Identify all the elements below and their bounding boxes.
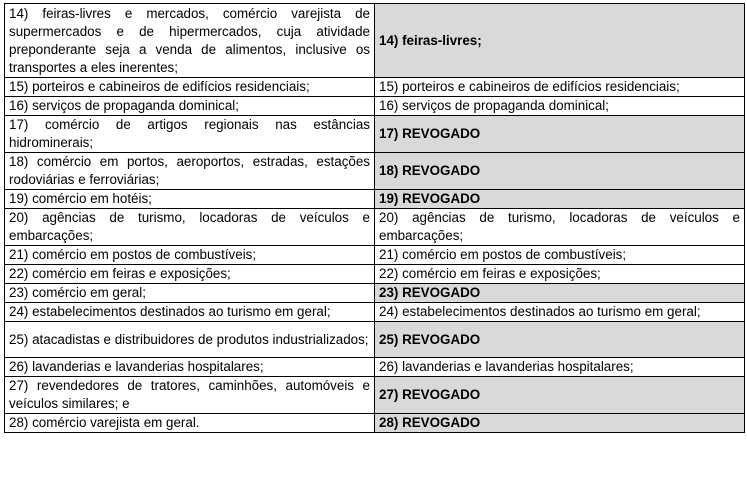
table-row [5,246,745,265]
table-row [5,116,745,153]
amended-text-cell: 22) comércio em feiras e exposições; [375,265,745,284]
amended-text-cell: 15) porteiros e cabineiros de edifícios residenciais; [375,78,745,97]
table-row [5,265,745,284]
original-text-cell: 27) revendedores de tratores, caminhões, automóveis e veículos similares; e [5,377,375,414]
amended-text-cell: 20) agências de turismo, locadoras de veículos e embarcações; [375,209,745,246]
original-text-cell: 21) comércio em postos de combustíveis; [5,246,375,265]
table-row [5,322,745,358]
amended-text-cell: 19) REVOGADO [375,190,745,209]
original-text-cell: 16) serviços de propaganda dominical; [5,97,375,116]
amended-text-cell: 21) comércio em postos de combustíveis; [375,246,745,265]
amended-text-cell: 17) REVOGADO [375,116,745,153]
original-text-cell: 24) estabelecimentos destinados ao turismo em geral; [5,303,375,322]
amended-text-cell: 25) REVOGADO [375,322,745,358]
original-text-cell: 19) comércio em hotéis; [5,190,375,209]
original-text-cell: 15) porteiros e cabineiros de edifícios residenciais; [5,78,375,97]
original-text-cell: 28) comércio varejista em geral. [5,414,375,433]
amended-text-cell: 14) feiras-livres; [375,4,745,78]
table-row [5,190,745,209]
table-row [5,377,745,414]
table-row [5,153,745,190]
original-text-cell: 20) agências de turismo, locadoras de veículos e embarcações; [5,209,375,246]
original-text-cell: 18) comércio em portos, aeroportos, estradas, estações rodoviárias e ferroviárias; [5,153,375,190]
table-row [5,78,745,97]
table-row [5,97,745,116]
amended-text-cell: 26) lavanderias e lavanderias hospitalares; [375,358,745,377]
original-text-cell: 23) comércio em geral; [5,284,375,303]
comparison-table [4,3,745,433]
amended-text-cell: 23) REVOGADO [375,284,745,303]
amended-text-cell: 27) REVOGADO [375,377,745,414]
amended-text-cell: 18) REVOGADO [375,153,745,190]
table-row [5,284,745,303]
table-row [5,303,745,322]
table-row [5,209,745,246]
original-text-cell: 25) atacadistas e distribuidores de produtos industrializados; [5,322,375,358]
amended-text-cell: 24) estabelecimentos destinados ao turismo em geral; [375,303,745,322]
table-row [5,4,745,78]
original-text-cell: 14) feiras-livres e mercados, comércio varejista de supermercados e de hipermercados, cuja atividade preponderante seja a venda de alimentos, inclusive os transportes a eles inerentes; [5,4,375,78]
amended-text-cell: 16) serviços de propaganda dominical; [375,97,745,116]
table-row [5,414,745,433]
original-text-cell: 26) lavanderias e lavanderias hospitalares; [5,358,375,377]
original-text-cell: 22) comércio em feiras e exposições; [5,265,375,284]
amended-text-cell: 28) REVOGADO [375,414,745,433]
original-text-cell: 17) comércio de artigos regionais nas estâncias hidrominerais; [5,116,375,153]
table-row [5,358,745,377]
